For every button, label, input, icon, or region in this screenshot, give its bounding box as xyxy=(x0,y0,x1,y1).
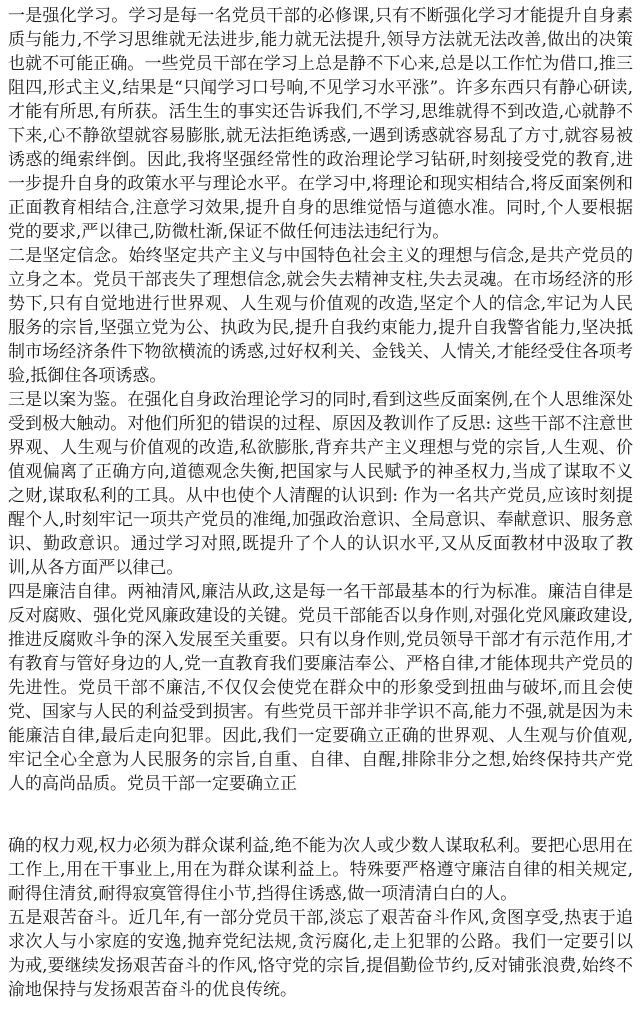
paragraph-3-learn-from-cases: 三是以案为鉴。在强化自身政治理论学习的同时,看到这些反面案例,在个人思维深处受到极大触动。对他们所犯的错误的过程、原因及教训作了反思: 这些干部不注意世界观、人生观与价值观的改造,私欲膨胀,背弃共产主义理想与党的宗旨,人生观、价值观偏离了正确方向,道德观念失衡,把国家与人民赋予的神圣权力,当成了谋取不义之财,谋取私利的工具。从中也使个人清醒的认识到: 作为一名共产党员,应该时刻提醒个人,时刻牢记一项共产党员的准绳,加强政治意识、全局意识、奉献意识、服务意识、勤政意识。通过学习对照,既提升了个人的认识水平,又从反面教材中汲取了教训,从各方面严以律己。 xyxy=(8,390,633,578)
paragraph-4-integrity-self-discipline: 四是廉洁自律。两袖清风,廉洁从政,这是每一名干部最基本的行为标准。廉洁自律是反对腐败、强化党风廉政建设的关键。党员干部能否以身作则,对强化党风廉政建设,推进反腐败斗争的深入发展至关重要。只有以身作则,党员领导干部才有示范作用,才有教育与管好身边的人,党一直教育我们要廉洁奉公、严格自律,才能体现共产党员的先进性。党员干部不廉洁,不仅仅会使党在群众中的形象受到扭曲与破坏,而且会使党、国家与人民的利益受到损害。有些党员干部并非学识不高,能力不强,就是因为未能廉洁自律,最后走向犯罪。因此,我们一定要确立正确的世界观、人生观与价值观,牢记全心全意为人民服务的宗旨,自重、自律、自醒,排除非分之想,始终保持共产党人的高尚品质。党员干部一定要确立正 xyxy=(8,582,633,794)
paragraph-1-strengthen-study: 一是强化学习。学习是每一名党员干部的必修课,只有不断强化学习才能提升自身素质与能力,不学习思维就无法进步,能力就无法提升,领导方法就无法改善,做出的决策也就不可能正确。一些党员干部在学习上总是静不下心来,总是以工作忙为借口,推三阻四,形式主义,结果是“只闻学习口号响,不见学习水平涨”。许多东西只有静心研读,才能有所思,有所获。活生生的事实还告诉我们,不学习,思维就得不到改造,心就静不下来,心不静欲望就容易膨胀,就无法拒绝诱惑,一遇到诱惑就容易乱了方寸,就容易被诱惑的绳索绊倒。因此,我将坚强经常性的政治理论学习钻研,时刻接受党的教育,进一步提升自身的政策水平与理论水平。在学习中,将理论和现实相结合,将反面案例和正面教育相结合,注意学习效果,提升自身的思维觉悟与道德水准。同时,个人要根据党的要求,严以律己,防微杜渐,保证不做任何违法违纪行为。 xyxy=(8,6,633,242)
paragraph-4-integrity-continued: 确的权力观,权力必须为群众谋利益,绝不能为次人或少数人谋取私利。要把心思用在工作上,用在干事业上,用在为群众谋利益上。特殊要严格遵守廉洁自律的相关规定,耐得住清贫,耐得寂寞管得住小节,挡得住诱惑,做一项清清白白的人。 xyxy=(8,836,633,904)
paragraph-2-firm-belief: 二是坚定信念。始终坚定共产主义与中国特色社会主义的理想与信念,是共产党员的立身之本。党员干部丧失了理想信念,就会失去精神支柱,失去灵魂。在市场经济的形势下,只有自觉地进行世界观、人生观与价值观的改造,坚定个人的信念,牢记为人民服务的宗旨,坚强立党为公、执政为民,提升自我约束能力,提升自我警省能力,坚决抵制市场经济条件下物欲横流的诱惑,过好权利关、金钱关、人情关,才能经受住各项考验,抵御住各项诱惑。 xyxy=(8,246,633,386)
paragraph-5-hard-work-spirit: 五是艰苦奋斗。近几年,有一部分党员干部,淡忘了艰苦奋斗作风,贪图享受,热衷于追求次人与小家庭的安逸,抛弃党纪法规,贪污腐化,走上犯罪的公路。我们一定要引以为戒,要继续发扬艰苦奋斗的作风,恪守党的宗旨,提倡勤俭节约,反对铺张浪费,始终不渝地保持与发扬艰苦奋斗的优良传统。 xyxy=(8,908,633,1000)
